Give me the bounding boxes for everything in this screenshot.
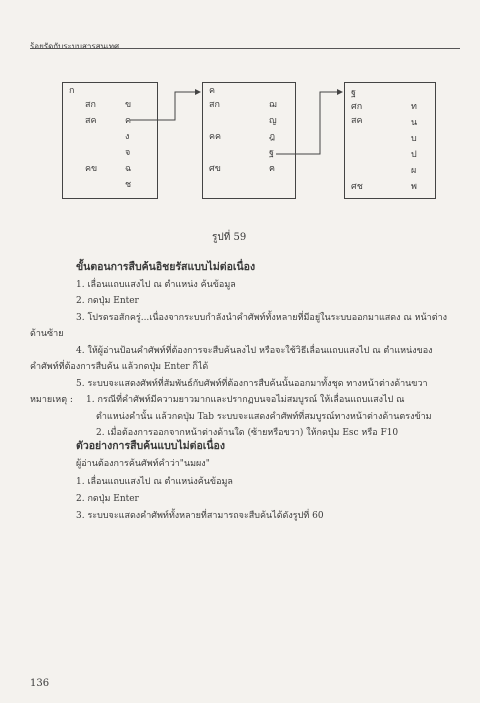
s1-item-5: 5. ระบบจะแสดงศัพท์ที่สัมพันธ์กับศัพท์ที่ต้องการสืบค้นนั้นออกมาทั้งชุด ทางหน้าต่างด้านขวา: [76, 379, 428, 389]
box1-c2-0: ข: [125, 100, 132, 110]
box1-c2-5: ช: [125, 180, 132, 190]
box1-c2-1: ค: [125, 116, 132, 126]
note-1: 1. กรณีที่คำศัพท์มีความยาวมากและปรากฏบนจอไม่สมบูรณ์ ให้เลื่อนแถบแสงไป ณ: [86, 395, 405, 405]
note-2: 2. เมื่อต้องการออกจากหน้าต่างด้านใด (ซ้ายหรือขวา) ให้กดปุ่ม Esc หรือ F10: [96, 428, 399, 438]
s2-item-3: 3. ระบบจะแสดงคำศัพท์ทั้งหลายที่สามารถจะสืบค้นได้ดังรูปที่ 60: [76, 511, 324, 521]
box1-c1-0: สก: [85, 100, 96, 110]
s1-item-4: 4. ให้ผู้อ่านป้อนคำศัพท์ที่ต้องการจะสืบค้นลงไป หรือจะใช้วิธีเลื่อนแถบแสงไป ณ ตำแหน่งของ: [76, 346, 433, 356]
s1-item-3: 3. โปรดรอสักครู่...เนื่องจากระบบกำลังนำคำศัพท์ทั้งหลายที่มีอยู่ในระบบออกมาแสดง ณ หน้าต่าง: [76, 313, 448, 323]
box2-c2-0: ฌ: [269, 100, 277, 110]
box2-c1-4: ศข: [209, 164, 221, 174]
s1-item-1: 1. เลื่อนแถบแสงไป ณ ตำแหน่ง ค้นข้อมูล: [76, 280, 236, 290]
box1-c2-4: ฉ: [125, 164, 132, 174]
box3-c2-2: บ: [411, 134, 417, 144]
running-header: ร้อยรัดกับระบบสารสนเทศ: [30, 42, 120, 51]
s2-item-1: 1. เลื่อนแถบแสงไป ณ ตำแหน่งค้นข้อมูล: [76, 477, 233, 487]
box3-c2-1: น: [411, 118, 418, 128]
box3-c2-3: ป: [411, 150, 417, 160]
note-1-cont: ตำแหน่งคำนั้น แล้วกดปุ่ม Tab ระบบจะแสดงคำศัพท์ที่สมบูรณ์ทางหน้าต่างด้านตรงข้าม: [96, 412, 432, 422]
box2-c1-2: คค: [209, 132, 222, 142]
box3-c1-5: ศช: [351, 182, 363, 192]
section2-heading: ตัวอย่างการสืบค้นแบบไม่ต่อเนื่อง: [76, 440, 225, 452]
figure-caption: รูปที่ 59: [212, 232, 247, 243]
box2-c1-0: สก: [209, 100, 220, 110]
box3-c2-0: ท: [411, 102, 417, 112]
box1-c2-2: ง: [125, 132, 130, 142]
box3-c2-4: ผ: [411, 166, 417, 176]
box1-c1-4: คข: [85, 164, 98, 174]
box3-c1-0: ศก: [351, 102, 363, 112]
box1-c2-3: จ: [125, 148, 131, 158]
box1-top: ก: [69, 86, 75, 96]
section2-intro: ผู้อ่านต้องการค้นศัพท์คำว่า"นมผง": [76, 459, 210, 469]
box2-c2-1: ญ: [269, 116, 277, 126]
box3-c2-5: พ: [411, 182, 417, 192]
box3-c1-1: สค: [351, 116, 363, 126]
box1-c1-1: สค: [85, 116, 97, 126]
section1-heading: ขั้นตอนการสืบค้นอิชยรัสแบบไม่ต่อเนื่อง: [76, 261, 256, 273]
box2-c2-4: ฅ: [269, 164, 276, 174]
s1-item-2: 2. กดปุ่ม Enter: [76, 296, 139, 306]
note-label: หมายเหตุ :: [30, 395, 73, 405]
s2-item-2: 2. กดปุ่ม Enter: [76, 494, 139, 504]
box2-c2-3: ฐ: [269, 148, 274, 158]
s1-item-4-cont: คำศัพท์ที่ต้องการสืบค้น แล้วกดปุ่ม Enter ก็ได้: [30, 362, 209, 372]
box3-top: ฐ: [351, 88, 356, 98]
box2-top: ค: [209, 86, 216, 96]
page-number: 136: [30, 678, 50, 689]
arrow-box2-box3: [276, 92, 342, 154]
s1-item-3-cont: ด้านซ้าย: [30, 329, 64, 339]
arrow-box1-box2: [130, 92, 200, 120]
box2-c2-2: ฎ: [269, 132, 276, 142]
